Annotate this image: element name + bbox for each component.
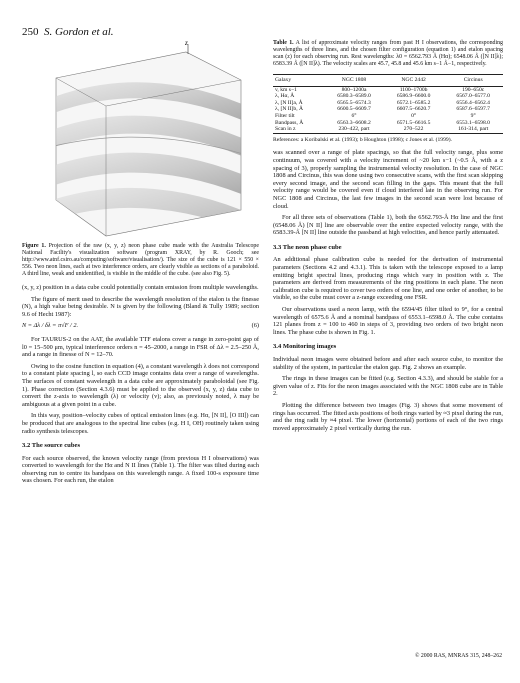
table-cell: λ, Hα, Å bbox=[275, 93, 295, 100]
table-cell: 6586.9–6600.0 bbox=[396, 93, 431, 100]
table-cell: 6571.5–6616.5 bbox=[396, 119, 431, 126]
table-row bbox=[273, 126, 503, 133]
table-cell: 0° bbox=[411, 112, 417, 119]
equation-number: (6) bbox=[251, 322, 259, 330]
paragraph: The rings in these images can be fitted (e.g. Section 4.3.3), and should be stable for a given value of z. Fits for the neon images associated with the NGC 1808 cube are in Table 2. bbox=[273, 375, 503, 398]
table-cell: 270–522 bbox=[384, 126, 444, 133]
section-heading-3-2: 3.2 The source cubes bbox=[22, 442, 81, 450]
paragraph: In this way, position–velocity cubes of optical emission lines (e.g. Hα, [N II], [O III]) can be produced that are analogous to the spectral line cubes (e.g. H I, OH) routinely taken using radio synthesis telescopes. bbox=[22, 412, 259, 435]
paragraph: was scanned over a range of plate spacings, so that the full velocity range, plus some continuum, was covered with a velocity increment of ~20 km s−1 (~0.5 Å, with a z spacing of 3), properly sampling the instrumental velocity resolution. In the case of NGC 1808 and Circinus, this was done using two consecutive scans, with the first scan skipping every second image, and the second scan filling in the gaps. This meant that the full velocity range would be covered even if cloud interfered late in the observing run. For NGC 1808 and Circinus, the last few images in the second scan were lost because of cloud. bbox=[273, 149, 503, 210]
table-header-cell: NGC 1808 bbox=[324, 75, 384, 87]
paragraph: For each source observed, the known velocity range (from previous H I observations) was converted to wavelength for the Hα and N II lines (Table 1). The filter was tilted during each observing run to centre its bandpass on this wavelength range. A fixed 100-s exposure time was chosen. For each run, the etalon bbox=[22, 454, 259, 485]
figure-1-caption bbox=[22, 243, 259, 278]
table-1 bbox=[273, 74, 503, 134]
table-cell: 6° bbox=[351, 112, 357, 119]
table-cell: v, km s−1 bbox=[275, 86, 297, 93]
table-1-label: Table 1. bbox=[273, 40, 294, 46]
table-cell: 800–1200a bbox=[341, 86, 367, 93]
table-header-row bbox=[273, 75, 503, 87]
paragraph: Plotting the difference between two images (Fig. 3) shows that some movement of rings has occurred. The fitted axis positions of both rings varied by ≈3 pixel during the run, and the ring radii by ≈4 pixel. The lower (horizontal) portions of each of the two rings moved approximately 2 pixel vertically during the run. bbox=[273, 401, 503, 432]
table-cell: 6587.6–6597.7 bbox=[456, 106, 490, 113]
table-row bbox=[273, 100, 503, 107]
section-heading-3-4: 3.4 Monitoring images bbox=[273, 343, 337, 351]
figure-1-cube bbox=[26, 40, 256, 240]
table-cell: Filter tilt bbox=[275, 112, 295, 119]
paragraph: For TAURUS-2 on the AAT, the available TTF etalons cover a range in zero-point gap of l0 = 15–500 μm, typical interference orders n = 45–2000, a range in FSR of Δλ = 2.5–250 Å, and a range in finesse of N = 12–70. bbox=[22, 335, 259, 359]
table-cell: Scan in z bbox=[273, 126, 324, 133]
paragraph: For all three sets of observations (Table 1), both the 6562.793-Å Hα line and the first (6548.06 Å) [N II] line are observable over the entire expected velocity range, with the 6583.39-Å [N II] line outside the passband at high velocities, and hence partly attenuated. bbox=[273, 214, 503, 237]
table-cell: 9° bbox=[470, 112, 476, 119]
table-1-references: References: a Koribalski et al. (1993); b Houghton (1998); c Jones et al. (1999). bbox=[273, 136, 452, 143]
table-cell: 6600.5–6609.7 bbox=[337, 106, 371, 113]
table-cell: 230–422, part bbox=[324, 126, 384, 133]
table-cell: λ, [N II]b, Å bbox=[275, 106, 304, 113]
z-axis-label: z bbox=[185, 40, 188, 47]
table-row bbox=[273, 93, 503, 100]
table-cell: 6567.0–6577.0 bbox=[456, 93, 490, 100]
table-cell: 6580.3–6589.0 bbox=[337, 93, 371, 100]
running-header-authors: S. Gordon et al. bbox=[44, 26, 114, 38]
paragraph: (x, y, z) position in a data cube could potentially contain emission from multiple wavelengths. bbox=[22, 284, 259, 291]
table-1-caption-text: A list of approximate velocity ranges from past H I observations, the corresponding wavelengths of three lines, and the chosen filter configuration (equation 1) and etalon spacing scan (z) for each observing run. Rest wavelengths: λ0 = 6562.793 Å (Hα); 6548.06 Å ([N II]λ); 6583.39 Å ([N II]λ). The velocity scales are 45.7, 45.8 and 45.6 km s−1 Å−1, respectively. bbox=[273, 40, 503, 67]
equation-6 bbox=[22, 322, 259, 330]
table-cell: 6572.1–6585.2 bbox=[396, 99, 431, 106]
table-cell: 161-314, part bbox=[443, 126, 503, 133]
table-cell: Bandpass, Å bbox=[275, 119, 304, 126]
table-cell: 6565.5–6574.3 bbox=[337, 99, 371, 106]
paragraph: The figure of merit used to describe the wavelength resolution of the etalon is the finesse (N), a high value being desirable. N is given by the following (Bland & Tully 1989; section 9.6 of Hecht 1987): bbox=[22, 295, 259, 318]
paragraph: Owing to the cosine function in equation (4), a constant wavelength λ does not correspond to a constant plate spacing l, so each CCD image contains data over a range of wavelengths. The surfaces of constant wavelength in a data cube are approximately paraboloidal (see Fig. 1). Phase correction (Section 4.3.6) must be applied to the observed (x, y, z) data cube to convert the z-axis to wavelength (λ) or velocity (v); also, as previously noted, λ may be ambiguous at a given point in a cube. bbox=[22, 362, 259, 408]
table-row bbox=[273, 106, 503, 113]
table-1-caption bbox=[273, 40, 503, 68]
right-column bbox=[273, 40, 503, 436]
copyright-footer: © 2000 RAS, MNRAS 315, 248–262 bbox=[414, 653, 502, 659]
table-header-cell: NGC 2442 bbox=[384, 75, 444, 87]
table-cell: 6556.4–6562.4 bbox=[456, 99, 490, 106]
table-cell: 6607.5–6620.7 bbox=[396, 106, 431, 113]
left-column bbox=[22, 243, 259, 489]
table-cell: 6563.3–6608.2 bbox=[337, 119, 371, 126]
table-header-cell: Circinus bbox=[443, 75, 503, 87]
table-cell: 6553.1–6598.0 bbox=[456, 119, 490, 126]
table-cell: 1100–1700b bbox=[399, 86, 428, 93]
paragraph: An additional phase calibration cube is needed for the derivation of instrumental parameters (Sections 4.2 and 4.3.1). This is taken with the telescope exposed to a lamp emitting bright spectral lines, producing rings which vary in position with z. The parameters are derived from measurements of the ring positions in each plane. The neon calibration cube is required to cover two orders of one line, and one order of another, to be visible, so the cube must cover a z-range exceeding one FSR. bbox=[273, 256, 503, 302]
table-cell: 190–650c bbox=[462, 86, 485, 93]
section-heading-3-3: 3.3 The neon phase cube bbox=[273, 243, 342, 251]
paragraph: Our observations used a neon lamp, with the 6594/45 filter tilted to 9°, for a central wavelength of 6575.6 Å and a nominal bandpass of 6553.1–6598.0 Å. The cube contains 121 planes from z = 100 to 460 in steps of 3, providing two orders of two bright neon lines. The phase cube is shown in Fig. 1. bbox=[273, 306, 503, 336]
figure-1-label: Figure 1. bbox=[22, 243, 46, 249]
table-cell: λ, [N II]a, Å bbox=[275, 99, 303, 106]
table-row bbox=[273, 120, 503, 127]
equation-body: N = Δλ / δλ = π√F / 2. bbox=[22, 322, 79, 330]
page-number: 250 bbox=[22, 26, 39, 38]
table-row bbox=[273, 86, 503, 93]
paragraph: Individual neon images were obtained before and after each source cube, to monitor the stability of the system, in particular the etalon gap. Fig. 2 shows an example. bbox=[273, 356, 503, 371]
table-header-cell: Galaxy bbox=[273, 75, 324, 87]
table-row bbox=[273, 113, 503, 120]
figure-1-caption-text: Projection of the raw (x, y, z) neon phase cube made with the Australia Telescope National Facility's visualization software (program XRAY, by R. Gooch; see http://www.atnf.csiro.au/computing/software/visualisation/). The size of the cube is 121 × 550 × 556. Two neon lines, each at two interference orders, are clearly visible as sections of a paraboloid. A third line, weak and unidentified, is visible in the middle of the cube. (see also Fig. 5). bbox=[22, 243, 259, 277]
